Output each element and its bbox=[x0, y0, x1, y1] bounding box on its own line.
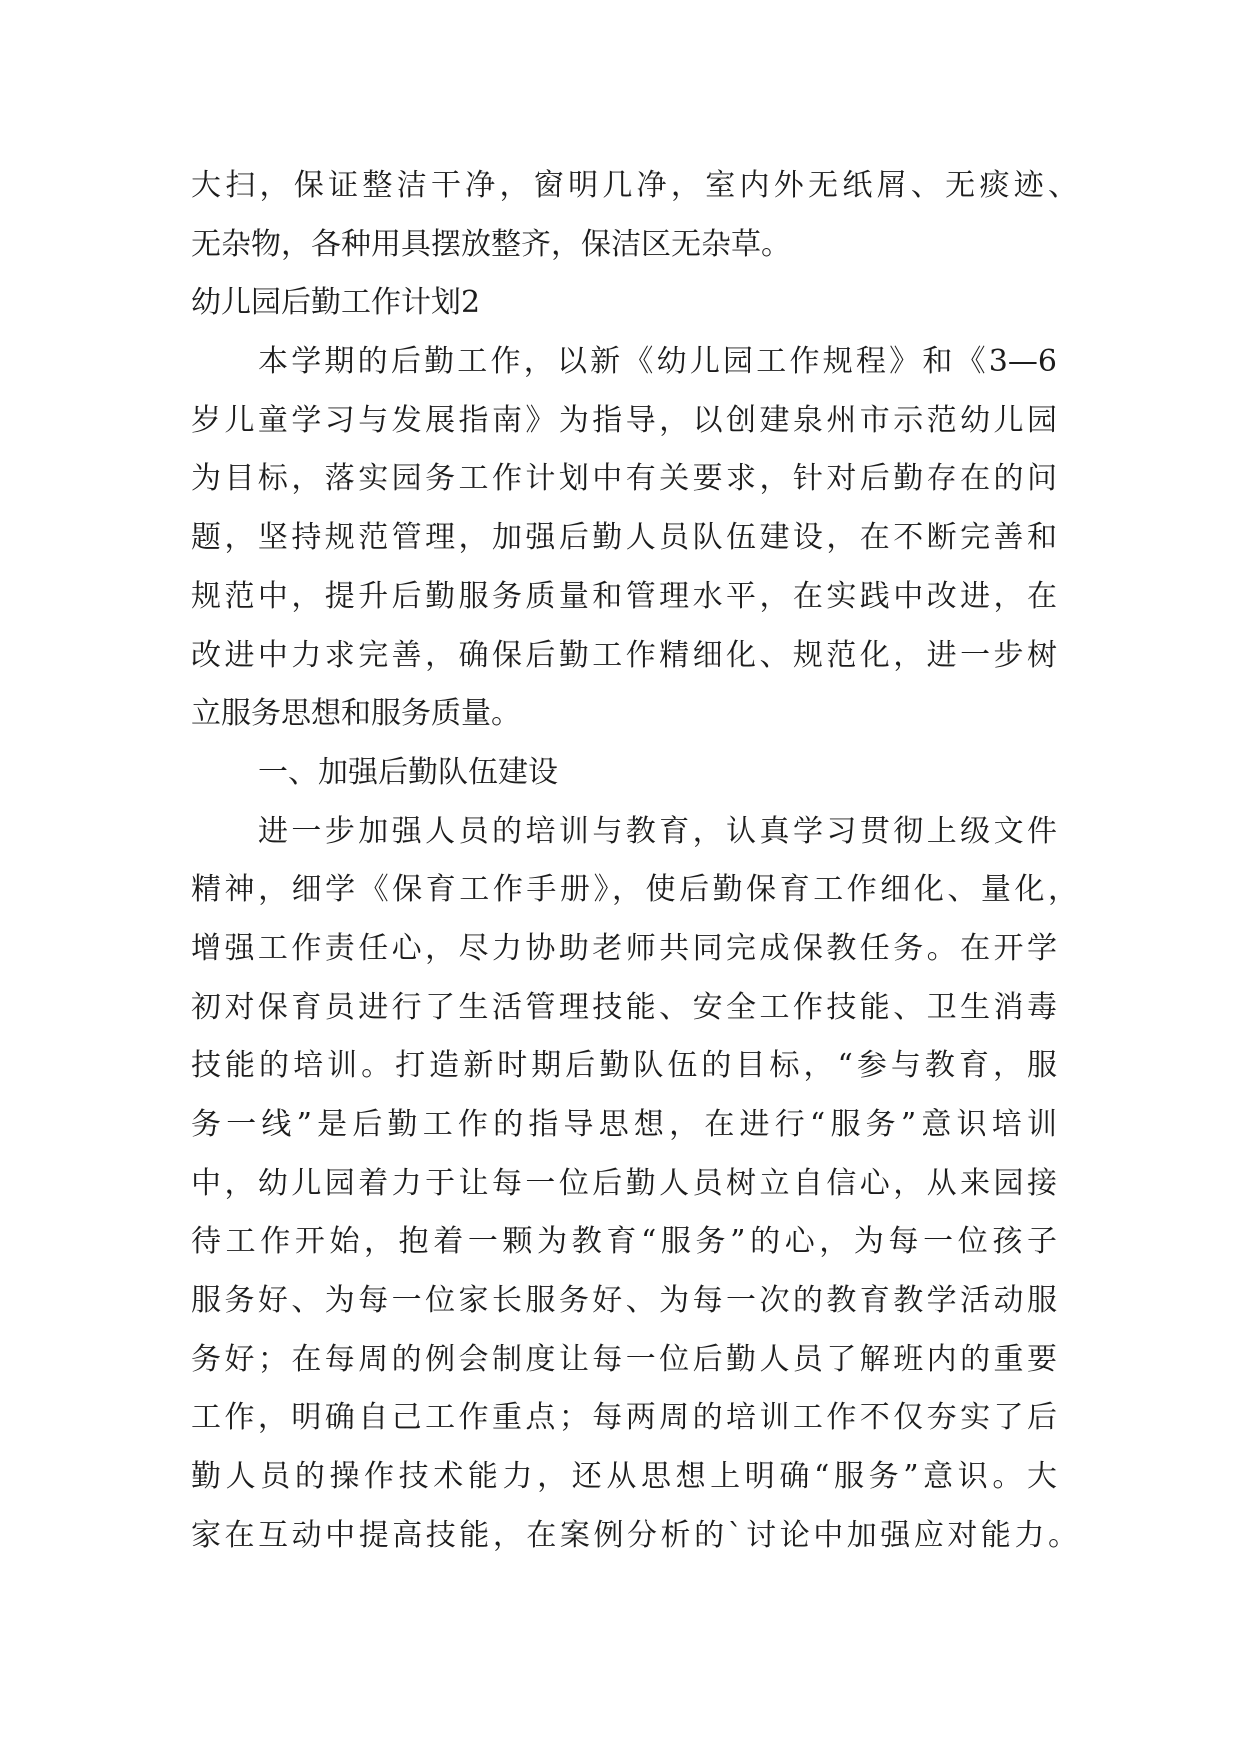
text-line: 中，幼儿园着力于让每一位后勤人员树立自信心，从来园接 bbox=[191, 1165, 1057, 1201]
text-line: 增强工作责任心，尽力协助老师共同完成保教任务。在开学 bbox=[191, 930, 1057, 966]
text-line: 务好；在每周的例会制度让每一位后勤人员了解班内的重要 bbox=[191, 1341, 1057, 1377]
text-line: 立服务思想和服务质量。 bbox=[191, 696, 521, 732]
text-line: 岁儿童学习与发展指南》为指导，以创建泉州市示范幼儿园 bbox=[191, 402, 1057, 438]
section-heading: 一、加强后勤队伍建设 bbox=[258, 754, 558, 790]
text-line: 待工作开始，抱着一颗为教育“服务”的心，为每一位孩子 bbox=[191, 1224, 1057, 1260]
text-line: 规范中，提升后勤服务质量和管理水平，在实践中改进，在 bbox=[191, 578, 1057, 614]
text-line: 本学期的后勤工作，以新《幼儿园工作规程》和《3—6 bbox=[258, 344, 1057, 380]
text-line: 大扫，保证整洁干净，窗明几净，室内外无纸屑、无痰迹、 bbox=[191, 168, 1078, 203]
text-line: 题，坚持规范管理，加强后勤人员队伍建设，在不断完善和 bbox=[191, 520, 1057, 556]
section-paragraph bbox=[191, 803, 1078, 1566]
text-line: 务一线”是后勤工作的指导思想，在进行“服务”意识培训 bbox=[191, 1107, 1057, 1142]
text-line: 技能的培训。打造新时期后勤队伍的目标，“参与教育，服 bbox=[191, 1048, 1057, 1084]
document-body bbox=[191, 157, 1078, 1566]
text-line: 勤人员的操作技术能力，还从思想上明确“服务”意识。大 bbox=[191, 1459, 1057, 1495]
text-line: 家在互动中提高技能，在案例分析的`讨论中加强应对能力。 bbox=[191, 1517, 1078, 1553]
text-line: 无杂物，各种用具摆放整齐，保洁区无杂草。 bbox=[191, 226, 791, 262]
plan-title: 幼儿园后勤工作计划2 bbox=[191, 285, 481, 321]
text-line: 为目标，落实园务工作计划中有关要求，针对后勤存在的问 bbox=[191, 461, 1057, 497]
continued-paragraph bbox=[191, 157, 1078, 274]
text-line: 进一步加强人员的培训与教育，认真学习贯彻上级文件 bbox=[258, 813, 1057, 849]
text-line: 精神，细学《保育工作手册》，使后勤保育工作细化、量化， bbox=[191, 872, 1078, 908]
text-line: 工作，明确自己工作重点；每两周的培训工作不仅夯实了后 bbox=[191, 1400, 1057, 1436]
text-line: 改进中力求完善，确保后勤工作精细化、规范化，进一步树 bbox=[191, 637, 1057, 673]
intro-paragraph bbox=[191, 333, 1078, 744]
text-line: 初对保育员进行了生活管理技能、安全工作技能、卫生消毒 bbox=[191, 989, 1057, 1025]
text-line: 服务好、为每一位家长服务好、为每一次的教育教学活动服 bbox=[191, 1283, 1057, 1319]
